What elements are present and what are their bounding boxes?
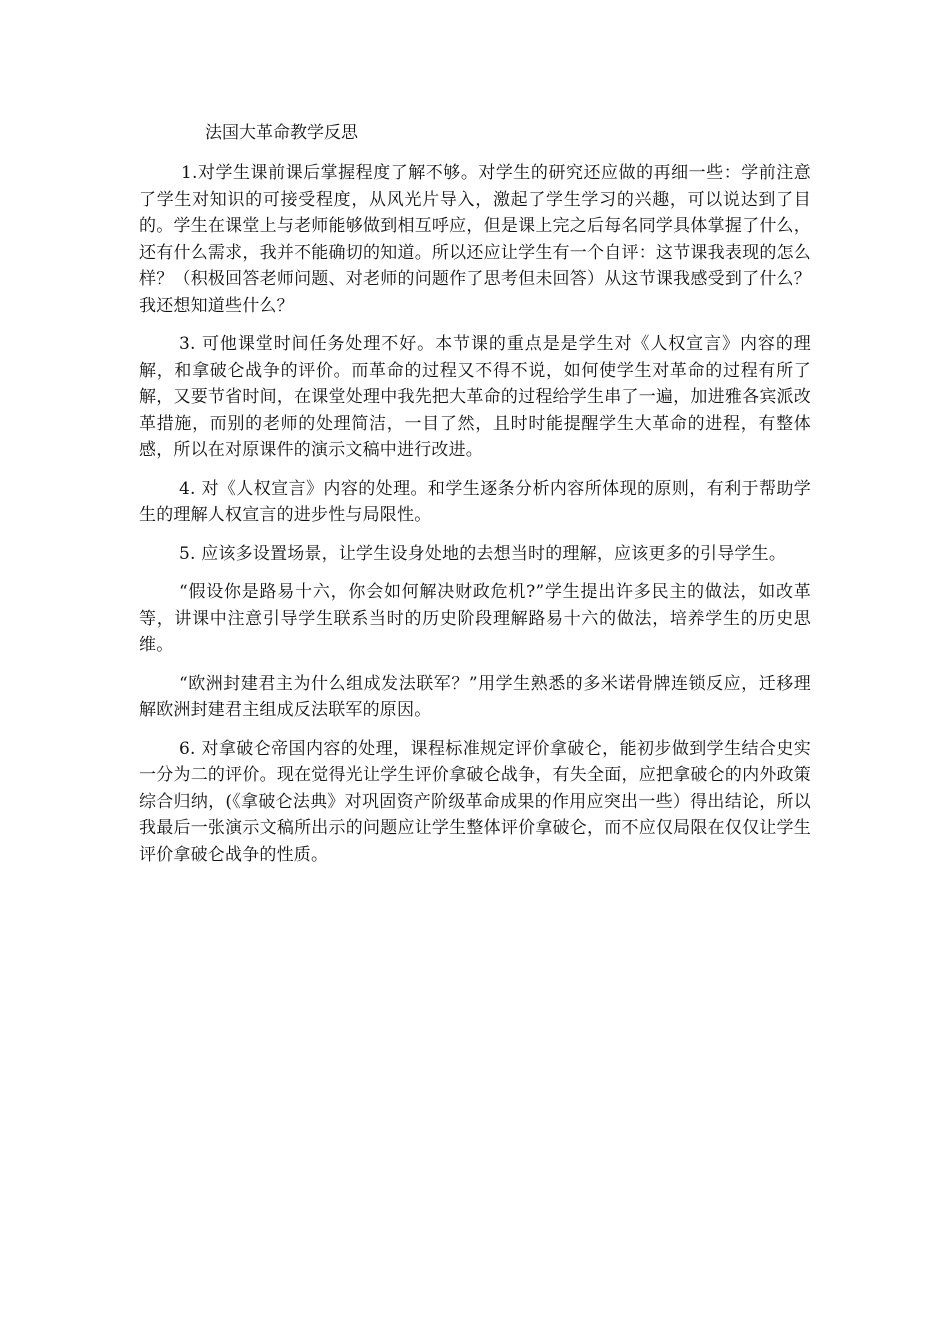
document-body xyxy=(139,118,811,880)
paragraph-3: 3. 可他课堂时间任务处理不好。本节课的重点是是学生对《人权宣言》内容的理解，和拿破仑战争的评价。而革命的过程又不得不说，如何使学生对革命的过程有所了解，又要节省时间，在课堂处理中我先把大革命的过程给学生串了一遍，加进雅各宾派改革措施，而别的老师的处理简洁，一目了然，且时时能提醒学生大革命的进程，有整体感，所以在对原课件的演示文稿中进行改进。 xyxy=(139,334,811,460)
paragraph-question-louis: “假设你是路易十六，你会如何解决财政危机?”学生提出许多民主的做法，如改革等，讲课中注意引导学生联系当时的历史阶段理解路易十六的做法，培养学生的历史思维。 xyxy=(139,582,811,655)
paragraph-1: 1.对学生课前课后掌握程度了解不够。对学生的研究还应做的再细一些：学前注意了学生对知识的可接受程度，从风光片导入，激起了学生学习的兴趣，可以说达到了目的。学生在课堂上与老师能够做到相互呼应，但是课上完之后每名同学具体掌握了什么，还有什么需求，我并不能确切的知道。所以还应让学生有一个自评：这节课我表现的怎么样？（积极回答老师问题、对老师的问题作了思考但未回答）从这节课我感受到了什么？我还想知道些什么？ xyxy=(139,163,811,316)
document-title: 法国大革命教学反思 xyxy=(205,123,358,143)
paragraph-5: 5. 应该多设置场景，让学生设身处地的去想当时的理解，应该更多的引导学生。 xyxy=(179,543,787,564)
paragraph-4: 4. 对《人权宣言》内容的处理。和学生逐条分析内容所体现的原则，有利于帮助学生的理解人权宣言的进步性与局限性。 xyxy=(139,478,811,525)
paragraph-question-coalition: “欧洲封建君主为什么组成发法联军？”用学生熟悉的多米诺骨牌连锁反应，迁移理解欧洲封建君主组成反法联军的原因。 xyxy=(139,673,811,720)
paragraph-6: 6. 对拿破仑帝国内容的处理，课程标准规定评价拿破仑，能初步做到学生结合史实一分为二的评价。现在觉得光让学生评价拿破仑战争，有失全面，应把拿破仑的内外政策综合归纳，(《拿破仑法典》对巩固资产阶级革命成果的作用应突出一些）得出结论，所以我最后一张演示文稿所出示的问题应让学生整体评价拿破仑，而不应仅局限在仅仅让学生评价拿破仑战争的性质。 xyxy=(139,738,811,865)
